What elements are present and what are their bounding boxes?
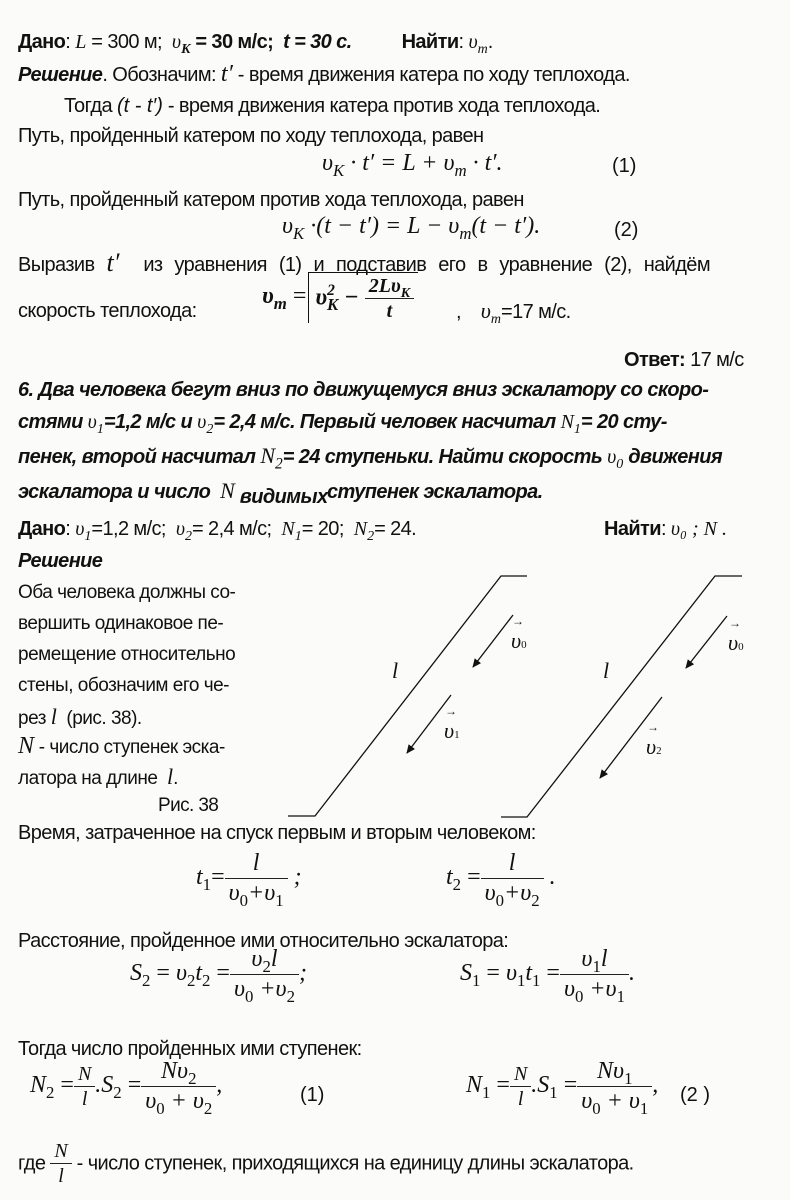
vector-v0-right: → υ0 — [728, 630, 744, 656]
n1-equation-number: (2 ) — [680, 1084, 710, 1106]
answer-label: Ответ: — [624, 349, 686, 371]
vector-v0-left: → υ0 — [511, 628, 527, 654]
escalator-right — [501, 576, 742, 817]
solution-line-2: Тогда (t - t′) - время движения катера против хода теплохода. — [64, 95, 601, 117]
problem6-line-3: пенек, второй насчитал $N_2= 24$ ступеньки. Найти скорость $\upsilon_0$ движения — [18, 443, 723, 473]
time-text: Время, затраченное на спуск первым и вторым человеком: — [18, 822, 536, 844]
vector-v1-left: → υ1 — [444, 718, 460, 744]
explanation-line-1: Оба человека должны со- — [18, 582, 236, 603]
where-line: где $\frac{N}{l}$ - число ступенек, приходящихся на единицу длины эскалатора. — [18, 1140, 634, 1187]
t1-formula: $t_1=$ $\frac{l}{\upsilon_0+\upsilon_1}$ ; — [196, 850, 302, 910]
speed-formula: $\upsilon_m = \upsilon^2_K$ − $\frac{2L\upsilon_K}{t}$ — [262, 272, 418, 323]
escalator-figure — [280, 560, 790, 830]
explanation-line-3: ремещение относительно — [18, 644, 236, 665]
length-label-right: l — [603, 658, 610, 683]
distance-text: Расстояние, пройденное ими относительно эскалатора: — [18, 930, 509, 952]
explanation-line-5: рез l (рис. 38). — [18, 704, 142, 729]
given-L: L — [75, 31, 87, 53]
given-line-1: Дано: L = 300 м; $\upsilon_K = 30$ м/с; t = 30 с. Найти: $\upsilon_m$. — [18, 31, 493, 57]
steps-text: Тогда число пройденных ими ступенек: — [18, 1038, 362, 1060]
figure-caption: Рис. 38 — [158, 795, 219, 816]
n-definition-line-1: N - число ступенек эска- — [18, 733, 225, 759]
problem6-line-4: эскалатора и число N видимыхступенек эскалатора. — [18, 478, 543, 508]
s2-formula: $S_2 = \upsilon_2t_2$ = $\frac{\upsilon_2l}{\upsilon_0 +\upsilon_2}$ ; — [130, 946, 307, 1006]
problem6-line-2: стями $\upsilon_1=1,2$ м/с и $\upsilon_2= 2,4$ м/с. Первый человек насчитал $N_1= 20$ сту- — [18, 411, 667, 437]
express-line: Выразив t′ из уравнения (1) и подставив его в уравнение (2), найдём — [18, 248, 710, 277]
equation-2-number: (2) — [614, 219, 639, 241]
speed-text: скорость теплохода: — [18, 300, 197, 322]
equation-1: $\upsilon_K \cdot t' = L + \upsilon_m \cdot t'$. — [322, 150, 503, 180]
given-label: Дано — [18, 31, 66, 53]
solution-line-1: Решение. Обозначим: t′ - время движения катера по ходу теплохода. — [18, 61, 630, 87]
solution-label: Решение — [18, 64, 103, 86]
problem6-find: Найти: υ₀ ; N . — [604, 518, 728, 540]
answer — [624, 347, 744, 373]
explanation-line-2: вершить одинаковое пе- — [18, 613, 224, 634]
answer-value: 17 м/с — [690, 349, 744, 371]
problem6-given: Дано: $\upsilon_1=1,2$ м/с; $\upsilon_2= 2,4$ м/с; $N_1= 20$; $N_2= 24$. — [18, 518, 417, 544]
n-definition-line-2: латора на длине l. — [18, 764, 178, 789]
path1-text: Путь, пройденный катером по ходу теплохода, равен — [18, 125, 484, 147]
n2-formula: $N_2$ = $\frac{N}{l}$ $.S_2$ = $\frac{N\upsilon_2}{\upsilon_0 + \upsilon_2}$ , — [30, 1058, 223, 1118]
equation-2: $\upsilon_K \cdot(t - t') = L - \upsilon_m(t - t')$. — [282, 213, 541, 243]
find-label: Найти — [401, 31, 459, 53]
problem6-line-1: 6. Два человека бегут вниз по движущемуся вниз эскалатору со скоро- — [18, 379, 709, 401]
path2-text: Путь, пройденный катером против хода теплохода, равен — [18, 189, 524, 211]
equation-1-number: (1) — [612, 155, 637, 177]
explanation-line-4: стены, обозначим его че- — [18, 675, 229, 696]
n1-formula: $N_1$ = $\frac{N}{l}$ $.S_1$ = $\frac{N\upsilon_1}{\upsilon_0 + \upsilon_1}$ , — [466, 1058, 659, 1118]
s1-formula: $S_1 = \upsilon_1t_1$ = $\frac{\upsilon_1l}{\upsilon_0 +\upsilon_1}$ . — [460, 946, 635, 1006]
t2-formula: $t_2$ = $\frac{l}{\upsilon_0+\upsilon_2}$ . — [446, 850, 556, 910]
vector-v2-right: → υ2 — [646, 734, 662, 760]
problem6-solution-label: Решение — [18, 550, 103, 572]
length-label-left: l — [392, 658, 399, 683]
escalator-left — [288, 576, 527, 816]
speed-result: , $\upsilon_m=17$ м/с. — [456, 298, 571, 327]
n2-equation-number: (1) — [300, 1084, 325, 1106]
